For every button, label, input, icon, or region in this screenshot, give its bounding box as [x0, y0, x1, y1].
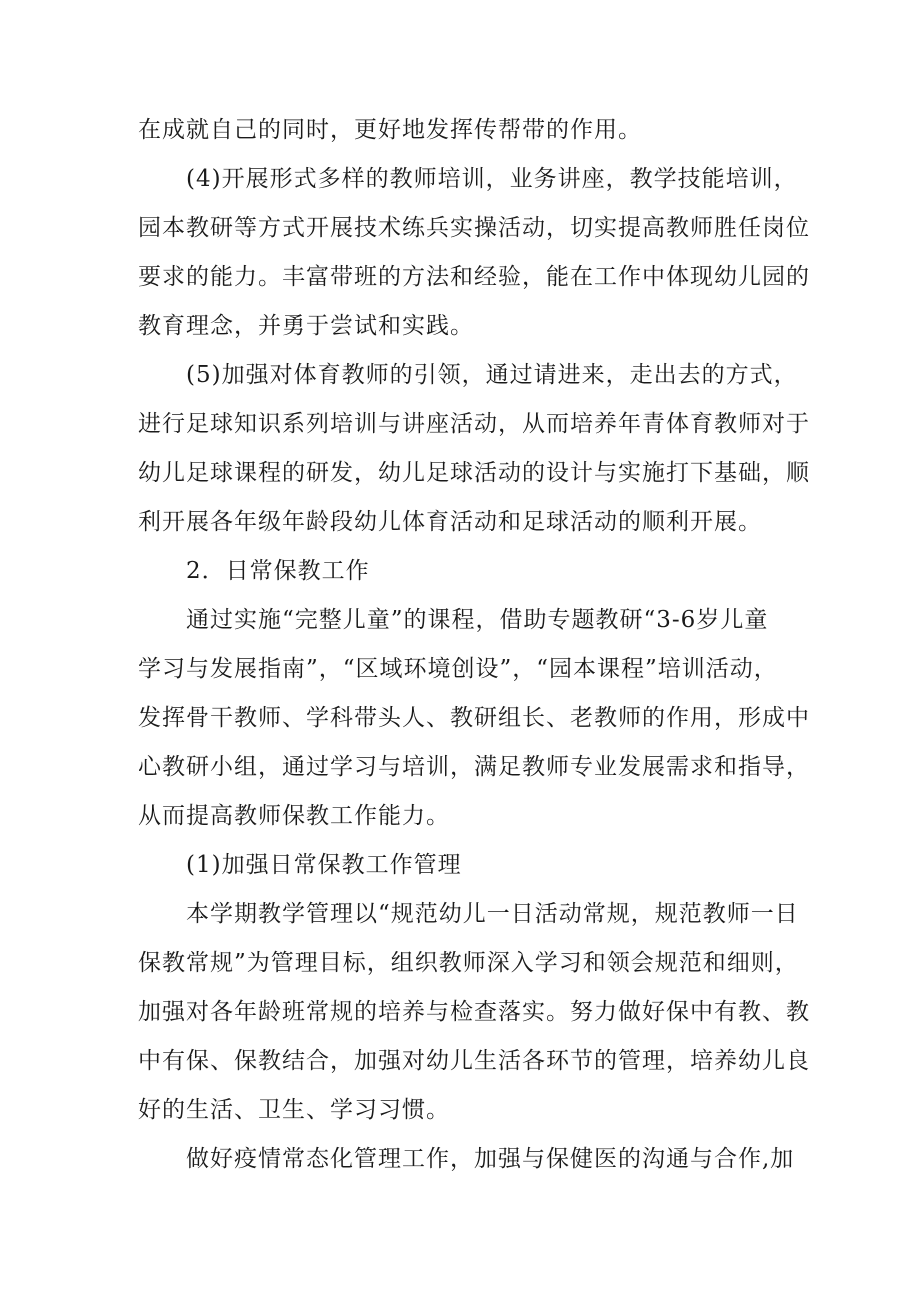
text-line: 幼儿足球课程的研发，幼儿足球活动的设计与实施打下基础，顺 — [138, 460, 810, 486]
text-line: 利开展各年级年龄段幼儿体育活动和足球活动的顺利开展。 — [138, 509, 762, 535]
text-line: (4)开展形式多样的教师培训，业务讲座，教学技能培训， — [186, 166, 798, 192]
section-heading: 2．日常保教工作 — [186, 558, 370, 584]
text-line: 加强对各年龄班常规的培养与检查落实。努力做好保中有教、教 — [138, 999, 810, 1025]
text-line: 教育理念，并勇于尝试和实践。 — [138, 313, 474, 339]
text-line: 园本教研等方式开展技术练兵实操活动，切实提高教师胜任岗位 — [138, 215, 810, 241]
text-line: 心教研小组，通过学习与培训，满足教师专业发展需求和指导， — [138, 754, 810, 780]
text-line: 中有保、保教结合，加强对幼儿生活各环节的管理，培养幼儿良 — [138, 1048, 810, 1074]
text-line: 从而提高教师保教工作能力。 — [138, 803, 450, 829]
text-line: (5)加强对体育教师的引领，通过请进来，走出去的方式， — [186, 362, 798, 388]
text-line: 学习与发展指南”，“区域环境创设”，“园本课程”培训活动， — [138, 656, 778, 682]
text-line: 本学期教学管理以“规范幼儿一日活动常规，规范教师一日 — [186, 901, 799, 927]
text-line: 通过实施“完整儿童”的课程，借助专题教研“3-6岁儿童 — [186, 607, 769, 633]
text-line: 在成就自己的同时，更好地发挥传帮带的作用。 — [138, 117, 642, 143]
subsection-heading: (1)加强日常保教工作管理 — [186, 852, 462, 878]
text-line: 要求的能力。丰富带班的方法和经验，能在工作中体现幼儿园的 — [138, 264, 810, 290]
text-line: 发挥骨干教师、学科带头人、教研组长、老教师的作用，形成中 — [138, 705, 810, 731]
text-line: 保教常规”为管理目标，组织教师深入学习和领会规范和细则， — [138, 950, 799, 976]
text-line: 进行足球知识系列培训与讲座活动，从而培养年青体育教师对于 — [138, 411, 810, 437]
text-line: 好的生活、卫生、学习习惯。 — [138, 1097, 450, 1123]
text-line: 做好疫情常态化管理工作，加强与保健医的沟通与合作,加 — [186, 1146, 795, 1172]
